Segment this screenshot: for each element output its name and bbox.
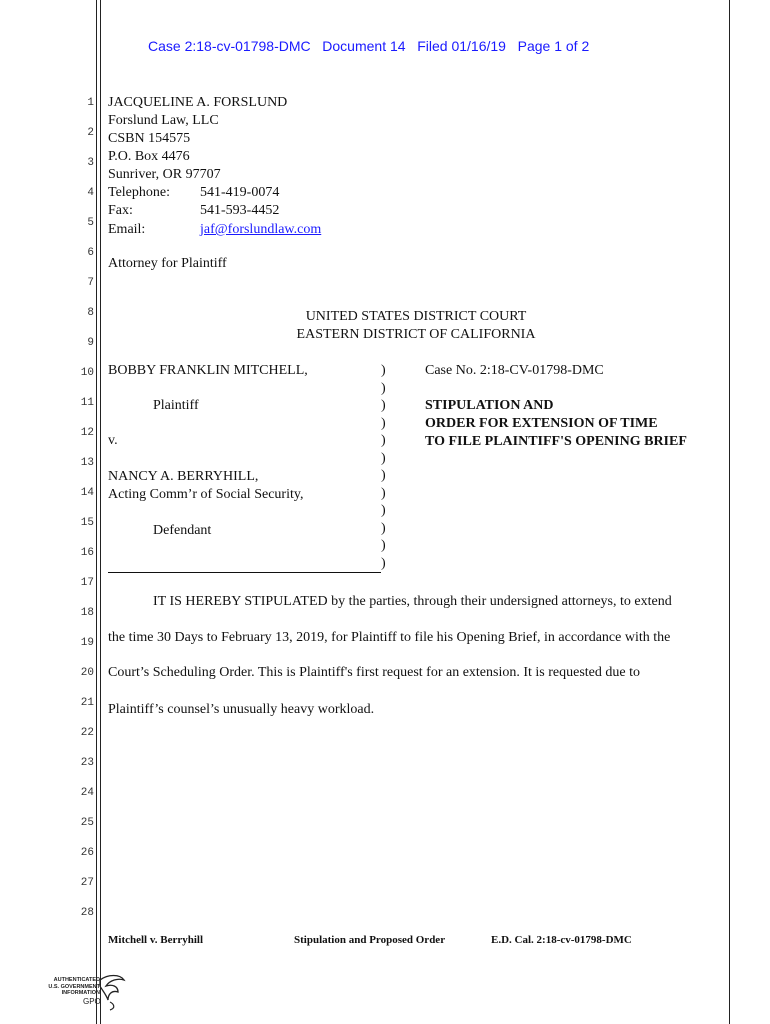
gpo-mark: GPO (83, 997, 101, 1006)
line-number: 7 (87, 277, 94, 289)
caption-defendant: NANCY A. BERRYHILL, (108, 469, 259, 484)
line-number: 8 (87, 307, 94, 319)
line-number: 6 (87, 247, 94, 259)
body-line-4: Plaintiff’s counsel’s unusually heavy workload. (108, 702, 375, 717)
line-number: 1 (87, 97, 94, 109)
footer-court-case-number: E.D. Cal. 2:18-cv-01798-DMC (491, 934, 632, 946)
line-number: 16 (80, 547, 94, 559)
line-number: 13 (80, 457, 94, 469)
line-number: 20 (80, 667, 94, 679)
line-number: 28 (80, 907, 94, 919)
attorney-fax-row (108, 202, 321, 220)
case-number: Case No. 2:18-CV-01798-DMC (425, 363, 604, 378)
line-number: 15 (80, 517, 94, 529)
right-margin-rule (729, 0, 730, 1024)
line-number: 17 (80, 577, 94, 589)
caption-paren: ) (381, 415, 386, 431)
attorney-name: JACQUELINE A. FORSLUND (108, 95, 288, 110)
left-margin-rule-inner (100, 0, 101, 1024)
attorney-city: Sunriver, OR 97707 (108, 167, 221, 182)
court-title (251, 308, 581, 344)
caption-plaintiff: BOBBY FRANKLIN MITCHELL, (108, 363, 308, 378)
attorney-po-box: P.O. Box 4476 (108, 149, 190, 164)
document-title-line-2: ORDER FOR EXTENSION OF TIME (425, 416, 658, 431)
line-number: 25 (80, 817, 94, 829)
footer-case-name: Mitchell v. Berryhill (108, 934, 204, 946)
caption-defendant-role: Defendant (153, 523, 212, 538)
line-number: 24 (80, 787, 94, 799)
caption-paren: ) (381, 363, 386, 378)
line-number: 22 (80, 727, 94, 739)
gpo-eagle-icon (96, 972, 128, 1012)
footer-document-title: Stipulation and Proposed Order (294, 934, 446, 946)
caption-paren: ) (381, 433, 386, 448)
body-line-2: the time 30 Days to February 13, 2019, for Plaintiff to file his Opening Brief, in accordance with the (108, 630, 671, 645)
line-number: 19 (80, 637, 94, 649)
attorney-role: Attorney for Plaintiff (108, 256, 227, 271)
fax-label: Fax: (108, 203, 133, 218)
caption-versus: v. (108, 433, 118, 448)
line-number: 14 (80, 487, 94, 499)
document-title-line-3: TO FILE PLAINTIFF'S OPENING BRIEF (425, 434, 687, 449)
attorney-email-row (108, 221, 321, 239)
email-link[interactable]: jaf@forslundlaw.com (200, 222, 322, 237)
left-margin-rule-outer (96, 0, 97, 1024)
fax-value: 541-593-4452 (200, 203, 280, 218)
court-line-1: UNITED STATES DISTRICT COURT (305, 309, 527, 324)
caption-parentheses (381, 362, 386, 572)
telephone-label: Telephone: (108, 185, 170, 200)
line-number: 27 (80, 877, 94, 889)
gpo-seal-text (44, 977, 100, 997)
line-number: 5 (87, 217, 94, 229)
caption-defendant-title: Acting Comm’r of Social Security, (108, 487, 304, 502)
line-number: 26 (80, 847, 94, 859)
email-label: Email: (108, 222, 146, 237)
line-number: 3 (87, 157, 94, 169)
line-number: 10 (80, 367, 94, 379)
caption-paren: ) (381, 450, 386, 466)
caption-paren: ) (381, 468, 386, 483)
telephone-value: 541-419-0074 (200, 185, 280, 200)
caption-paren: ) (381, 538, 386, 553)
line-number: 12 (80, 427, 94, 439)
caption-plaintiff-role: Plaintiff (153, 398, 199, 413)
caption-paren: ) (381, 520, 386, 536)
caption-paren: ) (381, 555, 386, 571)
caption-paren: ) (381, 503, 386, 518)
filing-header-stamp: Case 2:18-cv-01798-DMC Document 14 Filed 01/16/19 Page 1 of 2 (148, 38, 590, 54)
gpo-line-1: AUTHENTICATED (53, 977, 100, 983)
body-line-3: Court’s Scheduling Order. This is Plaintiff's first request for an extension. It is requested due to (108, 665, 640, 680)
caption-paren: ) (381, 485, 386, 501)
attorney-firm: Forslund Law, LLC (108, 113, 219, 128)
attorney-telephone-row (108, 184, 321, 202)
line-number: 4 (87, 187, 94, 199)
attorney-block (108, 94, 321, 239)
line-number: 18 (80, 607, 94, 619)
document-title-line-1: STIPULATION AND (425, 398, 554, 413)
caption-paren: ) (381, 380, 386, 396)
court-line-2: EASTERN DISTRICT OF CALIFORNIA (296, 327, 536, 342)
body-line-1: IT IS HEREBY STIPULATED by the parties, through their undersigned attorneys, to extend (153, 594, 672, 609)
line-number: 9 (87, 337, 94, 349)
caption-underline (108, 572, 381, 573)
gpo-line-3: INFORMATION (61, 990, 100, 996)
document-title (425, 397, 687, 451)
line-number: 11 (80, 397, 94, 409)
attorney-csbn: CSBN 154575 (108, 131, 191, 146)
caption-paren: ) (381, 398, 386, 413)
line-number: 2 (87, 127, 94, 139)
line-number: 21 (80, 697, 94, 709)
gpo-line-2: U.S. GOVERNMENT (48, 983, 100, 990)
line-number: 23 (80, 757, 94, 769)
